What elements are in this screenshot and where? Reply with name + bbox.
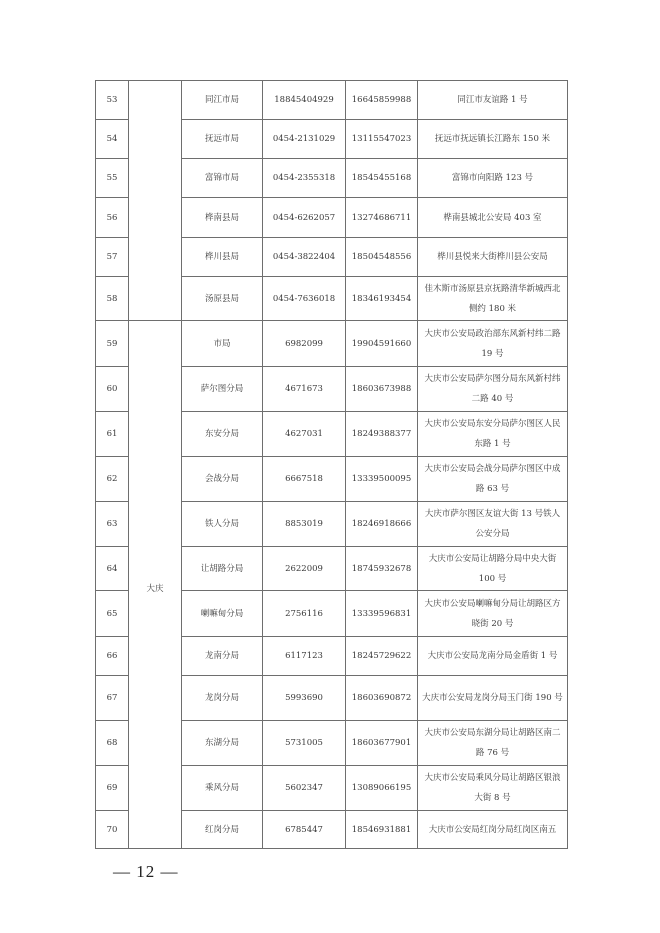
- unit-name-cell: 让胡路分局: [182, 547, 263, 591]
- unit-name-cell: 铁人分局: [182, 502, 263, 547]
- mobile-cell: 18245729622: [346, 637, 418, 676]
- address-cell: 抚远市抚远镇长江路东 150 米: [418, 120, 568, 159]
- unit-name-cell: 桦南县局: [182, 198, 263, 238]
- row-number-cell: 69: [96, 766, 129, 811]
- region-cell: [129, 81, 182, 321]
- row-number-cell: 53: [96, 81, 129, 120]
- unit-name-cell: 萨尔图分局: [182, 367, 263, 412]
- address-cell: 大庆市公安局东安分局萨尔图区人民东路 1 号: [418, 412, 568, 457]
- row-number-cell: 67: [96, 676, 129, 721]
- address-cell: 大庆市公安局会战分局萨尔图区中成路 63 号: [418, 457, 568, 502]
- phone-cell: 18845404929: [263, 81, 346, 120]
- row-number-cell: 66: [96, 637, 129, 676]
- unit-name-cell: 龙南分局: [182, 637, 263, 676]
- phone-cell: 0454-3822404: [263, 238, 346, 277]
- row-number-cell: 61: [96, 412, 129, 457]
- unit-name-cell: 市局: [182, 321, 263, 367]
- address-cell: 大庆市公安局龙南分局金盾街 1 号: [418, 637, 568, 676]
- mobile-cell: 16645859988: [346, 81, 418, 120]
- address-cell: 大庆市公安局政治部东风新村纬二路 19 号: [418, 321, 568, 367]
- unit-name-cell: 抚远市局: [182, 120, 263, 159]
- address-cell: 佳木斯市汤原县京抚路清华新城西北侧约 180 米: [418, 277, 568, 321]
- address-cell: 大庆市公安局喇嘛甸分局让胡路区方晓街 20 号: [418, 591, 568, 637]
- unit-name-cell: 东安分局: [182, 412, 263, 457]
- address-cell: 大庆市公安局让胡路分局中央大街 100 号: [418, 547, 568, 591]
- unit-name-cell: 红岗分局: [182, 811, 263, 849]
- address-cell: 同江市友谊路 1 号: [418, 81, 568, 120]
- mobile-cell: 18346193454: [346, 277, 418, 321]
- row-number-cell: 70: [96, 811, 129, 849]
- row-number-cell: 65: [96, 591, 129, 637]
- row-number-cell: 68: [96, 721, 129, 766]
- unit-name-cell: 乘风分局: [182, 766, 263, 811]
- phone-cell: 0454-2355318: [263, 159, 346, 198]
- mobile-cell: 13115547023: [346, 120, 418, 159]
- address-cell: 大庆市公安局龙岗分局玉门街 190 号: [418, 676, 568, 721]
- address-cell: 大庆市萨尔图区友谊大街 13 号铁人公安分局: [418, 502, 568, 547]
- unit-name-cell: 同江市局: [182, 81, 263, 120]
- mobile-cell: 18545455168: [346, 159, 418, 198]
- mobile-cell: 13339500095: [346, 457, 418, 502]
- phone-cell: 2622009: [263, 547, 346, 591]
- phone-cell: 6117123: [263, 637, 346, 676]
- row-number-cell: 64: [96, 547, 129, 591]
- phone-cell: 6982099: [263, 321, 346, 367]
- mobile-cell: 18603690872: [346, 676, 418, 721]
- unit-name-cell: 东湖分局: [182, 721, 263, 766]
- row-number-cell: 57: [96, 238, 129, 277]
- mobile-cell: 13339596831: [346, 591, 418, 637]
- mobile-cell: 13274686711: [346, 198, 418, 238]
- unit-name-cell: 桦川县局: [182, 238, 263, 277]
- address-cell: 大庆市公安局乘风分局让胡路区银浪大街 8 号: [418, 766, 568, 811]
- address-cell: 大庆市公安局红岗分局红岗区南五: [418, 811, 568, 849]
- phone-cell: 4671673: [263, 367, 346, 412]
- unit-name-cell: 汤原县局: [182, 277, 263, 321]
- mobile-cell: 18249388377: [346, 412, 418, 457]
- phone-cell: 5602347: [263, 766, 346, 811]
- table-row: [96, 81, 568, 120]
- phone-cell: 5731005: [263, 721, 346, 766]
- row-number-cell: 62: [96, 457, 129, 502]
- phone-cell: 0454-2131029: [263, 120, 346, 159]
- unit-name-cell: 喇嘛甸分局: [182, 591, 263, 637]
- region-cell: 大庆: [129, 321, 182, 849]
- unit-name-cell: 会战分局: [182, 457, 263, 502]
- mobile-cell: 18603673988: [346, 367, 418, 412]
- mobile-cell: 18504548556: [346, 238, 418, 277]
- phone-cell: 8853019: [263, 502, 346, 547]
- contacts-table: [95, 80, 568, 849]
- address-cell: 大庆市公安局萨尔图分局东风新村纬二路 40 号: [418, 367, 568, 412]
- table-row: [96, 321, 568, 367]
- row-number-cell: 59: [96, 321, 129, 367]
- mobile-cell: 18745932678: [346, 547, 418, 591]
- phone-cell: 6785447: [263, 811, 346, 849]
- phone-cell: 0454-7636018: [263, 277, 346, 321]
- unit-name-cell: 富锦市局: [182, 159, 263, 198]
- row-number-cell: 56: [96, 198, 129, 238]
- mobile-cell: 18603677901: [346, 721, 418, 766]
- mobile-cell: 13089066195: [346, 766, 418, 811]
- page-number: — 12 —: [113, 862, 179, 881]
- phone-cell: 5993690: [263, 676, 346, 721]
- phone-cell: 4627031: [263, 412, 346, 457]
- row-number-cell: 55: [96, 159, 129, 198]
- address-cell: 大庆市公安局东湖分局让胡路区南二路 76 号: [418, 721, 568, 766]
- address-cell: 桦川县悦来大街桦川县公安局: [418, 238, 568, 277]
- phone-cell: 2756116: [263, 591, 346, 637]
- address-cell: 桦南县城北公安局 403 室: [418, 198, 568, 238]
- address-cell: 富锦市向阳路 123 号: [418, 159, 568, 198]
- phone-cell: 0454-6262057: [263, 198, 346, 238]
- row-number-cell: 58: [96, 277, 129, 321]
- mobile-cell: 18246918666: [346, 502, 418, 547]
- phone-cell: 6667518: [263, 457, 346, 502]
- row-number-cell: 63: [96, 502, 129, 547]
- row-number-cell: 60: [96, 367, 129, 412]
- mobile-cell: 18546931881: [346, 811, 418, 849]
- mobile-cell: 19904591660: [346, 321, 418, 367]
- unit-name-cell: 龙岗分局: [182, 676, 263, 721]
- row-number-cell: 54: [96, 120, 129, 159]
